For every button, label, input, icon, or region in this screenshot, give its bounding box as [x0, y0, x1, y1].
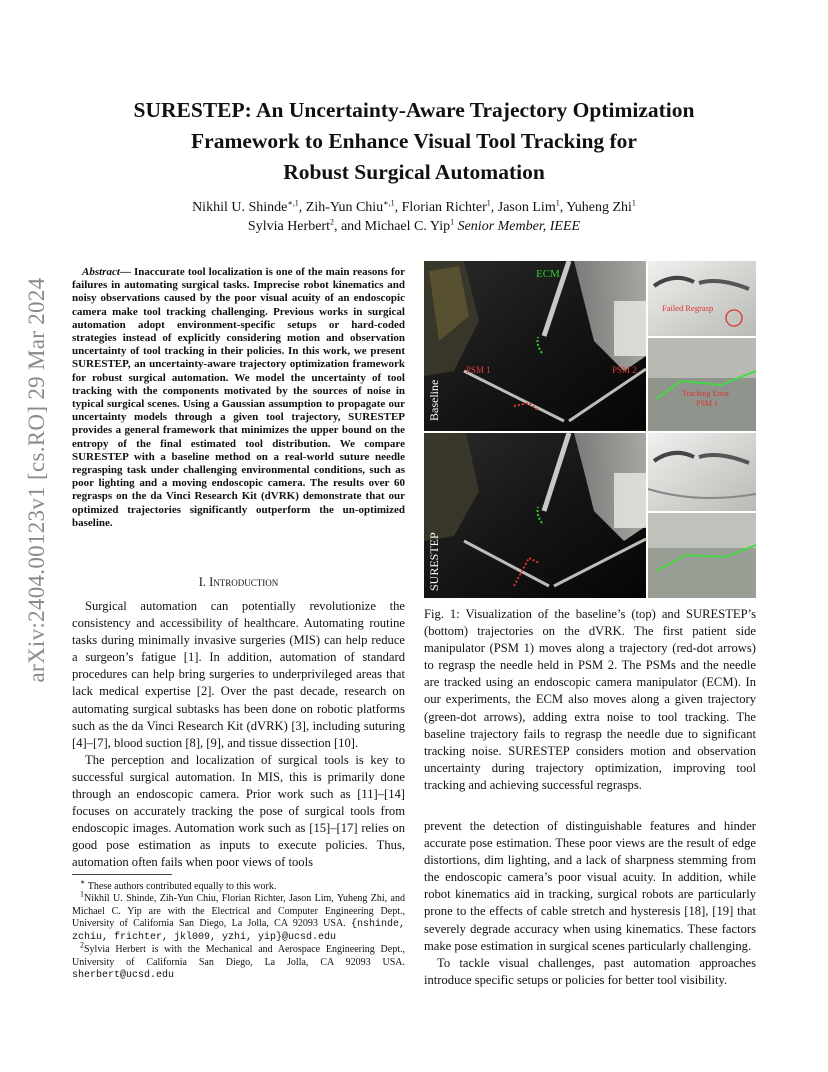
fig-label-ecm: ECM [536, 268, 560, 280]
title-line-2: Framework to Enhance Visual Tool Tracking for [191, 129, 637, 153]
figure-1-image [424, 261, 756, 598]
fig-label-psm2: PSM 2 [612, 365, 637, 375]
section-heading [72, 575, 405, 590]
arxiv-identifier: arXiv:2404.00123v1 [cs.RO] 29 Mar 2024 [24, 277, 49, 683]
fig-label-psm1: PSM 1 [466, 365, 491, 375]
footnote-2-text: Sylvia Herbert is with the Mechanical and Aerospace Engineering Dept., University of California San Diego, La Jolla, CA 92093 USA. [72, 944, 405, 968]
section-number: I. [198, 575, 206, 589]
title-line-3: Robust Surgical Automation [283, 160, 545, 184]
author-4-affil: 1 [555, 198, 560, 208]
right-paragraph-1: prevent the detection of distinguishable features and hinder accurate pose estimation. These poor views are the result of edge distortions, dim lighting, and a lack of sharpness stemming from the endoscopic camera’s poor visual acuity. In addition, while robot kinematics aid in tracking, surgical robots are particularly prone to the effects of cable stretch and hysteresis [18], [19] that severely degrade accuracy when using kinematics. These factors make pose estimation in surgical scenes particularly challenging. [424, 819, 756, 953]
footnote-1-mark: 1 [80, 889, 84, 899]
section-title: Introduction [209, 575, 279, 589]
fig-label-failed-regrasp: Failed Regrasp [662, 303, 714, 313]
footnote-0-mark: ∗ [80, 877, 86, 887]
author-5-affil: 1 [631, 198, 636, 208]
introduction-body [72, 598, 405, 872]
author-1-affil: ∗,1 [287, 198, 299, 208]
footnote-affiliation-1 [72, 889, 405, 944]
footnote-affiliation-2 [72, 941, 405, 982]
author-1: Nikhil U. Shinde [192, 200, 288, 215]
author-5: Yuheng Zhi [566, 200, 632, 215]
paper-title [60, 95, 768, 188]
fig-label-baseline: Baseline [427, 379, 441, 421]
footnote-equal-contribution [72, 877, 405, 893]
abstract [72, 266, 405, 530]
author-list [60, 198, 768, 236]
fig-label-surestep: SURESTEP [427, 532, 441, 591]
footnote-0-text: These authors contributed equally to this work. [85, 881, 277, 892]
arxiv-sidebar [22, 277, 52, 683]
right-column-body [424, 818, 756, 989]
figure-1 [424, 261, 756, 598]
footnotes [72, 877, 405, 982]
author-7: and Michael C. Yip [340, 219, 451, 234]
fig-label-tracking-psm1: PSM 1 [696, 399, 719, 408]
author-3-affil: 1 [486, 198, 491, 208]
fig-label-tracking-error: Tracking Error [682, 389, 730, 398]
author-6-affil: 2 [329, 217, 334, 227]
author-line-2: Sylvia Herbert$^2$, and Michael C. Yip$^1$ Senior Member, IEEE [247, 217, 581, 234]
right-paragraph-2: To tackle visual challenges, past automation approaches introduce specific setups or policies for better tool visibility. [424, 955, 756, 987]
intro-paragraph-2: The perception and localization of surgical tools is key to successful surgical automation. In MIS, this is primarily done through an endoscopic camera. Prior work such as [11]–[14] focuses on accurately tracking the pose of surgical tools from endoscopic images. Automation work such as [15]–[17] relies on good pose estimation as inputs to execute policies. Thus, automation often fails when poor views of tools [72, 752, 405, 870]
author-6: Sylvia Herbert [247, 219, 330, 234]
figure-1-caption: Fig. 1: Visualization of the baseline’s (top) and SURESTEP’s (bottom) trajectories on the dVRK. The first patient side manipulator (PSM 1) moves along a trajectory (red-dot arrows) to regrasp the needle held in PSM 2. The PSMs and the needle are tracked using an endoscopic camera manipulator (ECM). In our experiments, the ECM also moves along a given trajectory (green-dot arrows), adding extra noise to tool tracking. The baseline trajectory fails to regrasp the needle due to significant tracking noise. SURESTEP considers motion and observation uncertainty during trajectory optimization, improving tool tracking and achieving successful regrasps. [424, 607, 756, 792]
author-2: Zih-Yun Chiu [305, 200, 384, 215]
abstract-lead: Abstract [82, 266, 120, 278]
author-line-1: Nikhil U. Shinde$^{∗,1}$, Zih-Yun Chiu$^{∗,1}$, Florian Richter$^1$, Jason Lim$^1$, Yuheng Zhi$^1$ [192, 198, 636, 215]
title-line-1: SURESTEP: An Uncertainty-Aware Trajectory Optimization [133, 98, 695, 122]
footnote-2-email: sherbert@ucsd.edu [72, 970, 175, 982]
footnote-1-emails: {nshinde, zchiu, frichter, jkl009, yzhi, yip}@ucsd.edu [72, 918, 405, 944]
intro-paragraph-1: Surgical automation can potentially revolutionize the consistency and accessibility of healthcare. Automating routine tasks during minimally invasive surgeries (MIS) can help reduce a surgeon’s fatigue [1]. In addition, automation of standard procedures can help bring surgeries to underprivileged areas that lack medical expertise [2]. Over the past decade, research on automating surgical subtasks has been done on robotic platforms such as the da Vinci Research Kit (dVRK) [3], including suturing [4]–[7], blood suction [8], [9], and tissue dissection [10]. [72, 599, 405, 750]
author-7-affil: 1 [450, 217, 455, 227]
footnote-2-mark: 2 [80, 941, 84, 951]
abstract-text: — Inaccurate tool localization is one of the main reasons for failures in automating surgical tasks. Imprecise robot kinematics and noisy observations caused by the poor visual acuity of an endoscopic camera make tool tracking challenging. Previous works in surgical automation adopt environment-specific setups or hard-coded strategies instead of explicitly considering motion and observation uncertainty of tool tracking in their policies. In this work, we present SURESTEP, an uncertainty-aware trajectory optimization framework for robust surgical automation. We model the uncertainty of tool tracking with the components motivated by the sources of noise in typical surgical scenes. Using a Gaussian assumption to propagate our uncertainty models through a given tool trajectory, SURESTEP provides a general framework that minimizes the upper bound on the entropy of the final estimated tool distribution. We compare SURESTEP with a baseline method on a real-world suture needle regrasping task under challenging environmental conditions, such as poor lighting and a moving endoscopic camera. The results over 60 regrasps on the da Vinci Research Kit (dVRK) demonstrate that our optimized trajectories significantly outperform the un-optimized baseline. [72, 266, 405, 529]
footnote-rule [72, 874, 172, 875]
ieee-membership: Senior Member, IEEE [457, 219, 581, 234]
footnote-1-text: Nikhil U. Shinde, Zih-Yun Chiu, Florian Richter, Jason Lim, Yuheng Zhi, and Michael C. Yip are with the Electrical and Computer Engineering Dept., University of California San Diego, La Jolla, CA 92093 USA. [72, 893, 405, 929]
author-4: Jason Lim [497, 200, 556, 215]
author-2-affil: ∗,1 [383, 198, 395, 208]
author-3: Florian Richter [401, 200, 487, 215]
